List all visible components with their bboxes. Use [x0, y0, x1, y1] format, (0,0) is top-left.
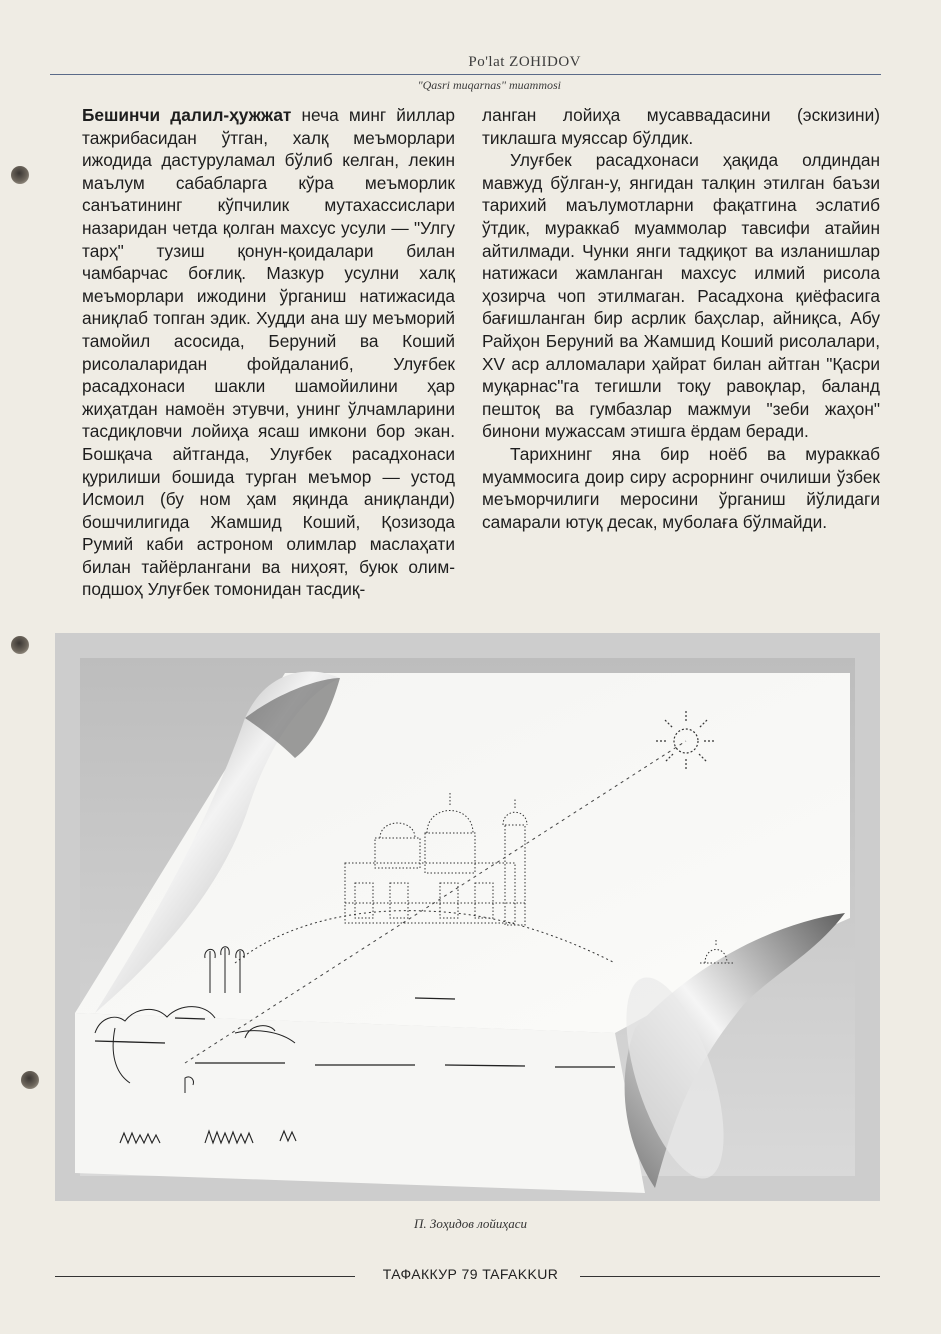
lead-phrase: Бешинчи далил-ҳужжат — [82, 105, 292, 125]
header-author: Po'lat ZOHIDOV — [468, 54, 581, 70]
observatory-sketch — [55, 633, 880, 1201]
right-paragraph-2: Улуғбек расадхонаси ҳақида олдиндан мавжуд бўлган-у, янгидан талқин этилган баъзи тарихий маълумотларни фақатгина эслатиб ўтдик, мураккаб муаммолар тавсифи атайин айтилмади. Чунки янги тадқиқот ва изланишлар натижаси жамланган махсус илмий рисола ҳозирча чоп этилмаган. Расадхона қиёфасига бағишланган бир асрлик баҳслар, айниқса, Абу Райҳон Беруний ва Жамшид Коший рисолалари, XV аср алломалари ҳайрат билан айтган "Қасри муқарнас"га тегишли тоқу равоқлар, баланд пештоқ ва гумбазлар мажмуи "зеби жаҳон" бинони мужассам этишга ёрдам беради. — [482, 150, 880, 442]
right-paragraph-3: Тарихнинг яна бир ноёб ва мураккаб муаммосига доир сиру асрорнинг очилиши ўзбек меъморчилиги меросини ўрганиш йўлидаги самарали ютуқ десак, муболаға бўлмайди. — [482, 443, 880, 532]
right-column — [482, 104, 880, 533]
running-header — [50, 54, 881, 96]
right-paragraph-1: ланган лойиҳа мусаввадасини (эскизини) тиклашга муяссар бўлдик. — [482, 105, 880, 148]
figure-illustration — [55, 633, 880, 1201]
header-rule — [50, 74, 881, 75]
footer-folio: ТАФАККУР 79 TAFAKKUR — [382, 1266, 559, 1282]
header-subtitle: "Qasri muqarnas" muammosi — [417, 78, 561, 92]
figure-caption: П. Зоҳидов лойиҳаси — [414, 1216, 527, 1231]
left-column — [82, 104, 455, 601]
punch-hole — [11, 636, 29, 654]
punch-hole — [21, 1071, 39, 1089]
left-paragraph — [82, 104, 455, 601]
paper-sheet-lower — [75, 1013, 645, 1193]
left-paragraph-text: неча минг йиллар тажрибасидан ўтган, халқ меъморлари ижодида дастуруламал бўлиб келган, лекин маълум сабабларга кўра меъморлик санъатининг кўпчилик мутахассислари назаридан четда қолган махсус усули — "Улгу тарҳ" тузиш қонун-қоидалари билан чамбарчас боғлиқ. Мазкур усулни халқ меъморлари ижодини ўрганиш натижасида аниқлаб топган эдик. Худди ана шу меъморий тамойил асосида, Беруний ва Коший рисолаларидан фойдаланиб, Улуғбек расадхонаси шакли шамойилини ҳар жиҳатдан намоён этувчи, унинг ўлчамларини тасдиқловчи лойиҳа ясаш имкони бор экан. Бошқача айтганда, Улуғбек расадхонаси қурилиши бошида турган меъмор — устод Исмоил (бу ном ҳам яқинда аниқланди) бошчилигида Жамшид Коший, Қозизода Румий каби астроном олимлар маслаҳати билан тайёрлангани ва ниҳоят, буюк олим-подшоҳ Улуғбек томонидан тасдиқ- — [82, 105, 455, 600]
punch-hole — [11, 166, 29, 184]
